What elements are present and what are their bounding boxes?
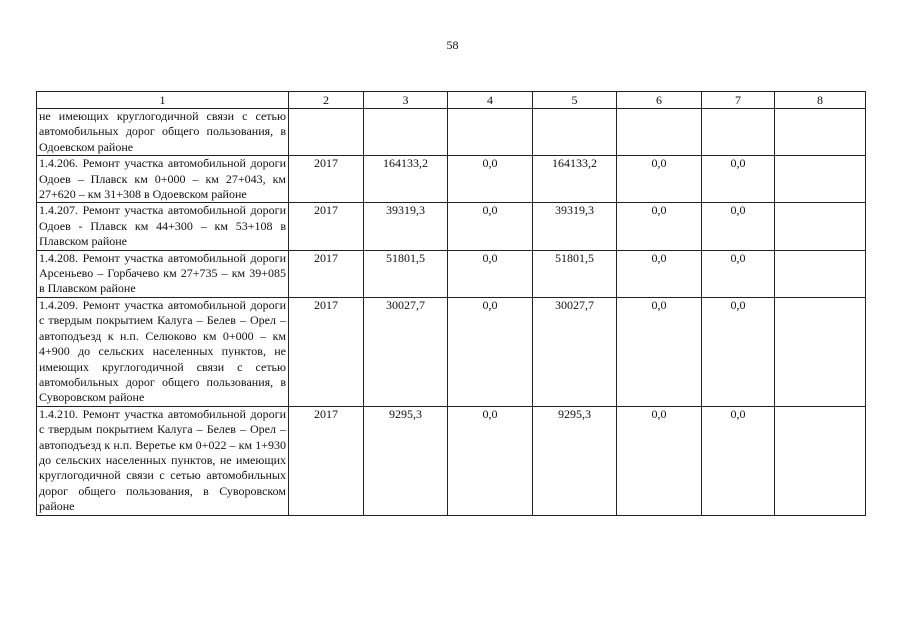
row-description: 1.4.207. Ремонт участка автомобильной дороги Одоев - Плавск км 44+300 – км 53+108 в Плавском районе: [37, 203, 289, 250]
column-header: 5: [533, 92, 617, 109]
row-description: 1.4.208. Ремонт участка автомобильной дороги Арсеньево – Горбачево км 27+735 – км 39+085 в Плавском районе: [37, 250, 289, 297]
cell-value: 39319,3: [533, 203, 617, 250]
cell-value: 164133,2: [533, 156, 617, 203]
table-header-row: [37, 92, 866, 109]
cell-value: 0,0: [448, 297, 533, 406]
column-header: 4: [448, 92, 533, 109]
column-header: 2: [289, 92, 364, 109]
cell-value: 0,0: [702, 203, 775, 250]
table-row: [37, 109, 866, 156]
cell-value: 39319,3: [364, 203, 448, 250]
column-header: 8: [775, 92, 866, 109]
row-description: 1.4.206. Ремонт участка автомобильной дороги Одоев – Плавск км 0+000 – км 27+043, км 27+620 – км 31+308 в Одоевском районе: [37, 156, 289, 203]
cell-value: 0,0: [617, 156, 702, 203]
cell-value: 51801,5: [533, 250, 617, 297]
table-row: [37, 156, 866, 203]
cell-value: [775, 156, 866, 203]
budget-table: [36, 91, 866, 516]
row-description: 1.4.209. Ремонт участка автомобильной дороги с твердым покрытием Калуга – Белев – Орел – автоподъезд к н.п. Селюково км 0+000 – км 4+900 до сельских населенных пунктов, не имеющих круглогодичной связи с сетью автомобильных дорог общего пользования, в Суворовском районе: [37, 297, 289, 406]
cell-value: [448, 109, 533, 156]
cell-value: [775, 250, 866, 297]
cell-value: 51801,5: [364, 250, 448, 297]
cell-value: 0,0: [448, 250, 533, 297]
column-header: 7: [702, 92, 775, 109]
cell-value: 0,0: [702, 406, 775, 515]
cell-value: 9295,3: [364, 406, 448, 515]
cell-value: 0,0: [702, 297, 775, 406]
cell-value: 0,0: [448, 203, 533, 250]
cell-value: 0,0: [702, 156, 775, 203]
row-description: 1.4.210. Ремонт участка автомобильной дороги с твердым покрытием Калуга – Белев – Орел – автоподъезд к н.п. Веретье км 0+022 – км 1+930 до сельских населенных пунктов, не имеющих круглогодичной связи с сетью автомобильных дорог общего пользования, в Суворовском районе: [37, 406, 289, 515]
cell-value: 0,0: [448, 406, 533, 515]
table-row: [37, 297, 866, 406]
cell-year: 2017: [289, 203, 364, 250]
cell-value: 0,0: [617, 203, 702, 250]
cell-value: [775, 406, 866, 515]
row-description: не имеющих круглогодичной связи с сетью автомобильных дорог общего пользования, в Одоевском районе: [37, 109, 289, 156]
cell-year: 2017: [289, 250, 364, 297]
cell-year: 2017: [289, 406, 364, 515]
page-number: 58: [446, 38, 459, 52]
cell-value: 0,0: [617, 250, 702, 297]
cell-value: [702, 109, 775, 156]
cell-value: 0,0: [448, 156, 533, 203]
cell-value: [617, 109, 702, 156]
table-row: [37, 406, 866, 515]
cell-year: 2017: [289, 297, 364, 406]
cell-value: 30027,7: [533, 297, 617, 406]
cell-value: [775, 203, 866, 250]
column-header: 1: [37, 92, 289, 109]
cell-value: 0,0: [617, 406, 702, 515]
column-header: 6: [617, 92, 702, 109]
cell-value: 9295,3: [533, 406, 617, 515]
cell-value: 0,0: [617, 297, 702, 406]
cell-year: [289, 109, 364, 156]
cell-value: [775, 109, 866, 156]
cell-value: [533, 109, 617, 156]
cell-year: 2017: [289, 156, 364, 203]
cell-value: [775, 297, 866, 406]
cell-value: [364, 109, 448, 156]
table-row: [37, 203, 866, 250]
cell-value: 164133,2: [364, 156, 448, 203]
cell-value: 30027,7: [364, 297, 448, 406]
column-header: 3: [364, 92, 448, 109]
table-row: [37, 250, 866, 297]
cell-value: 0,0: [702, 250, 775, 297]
